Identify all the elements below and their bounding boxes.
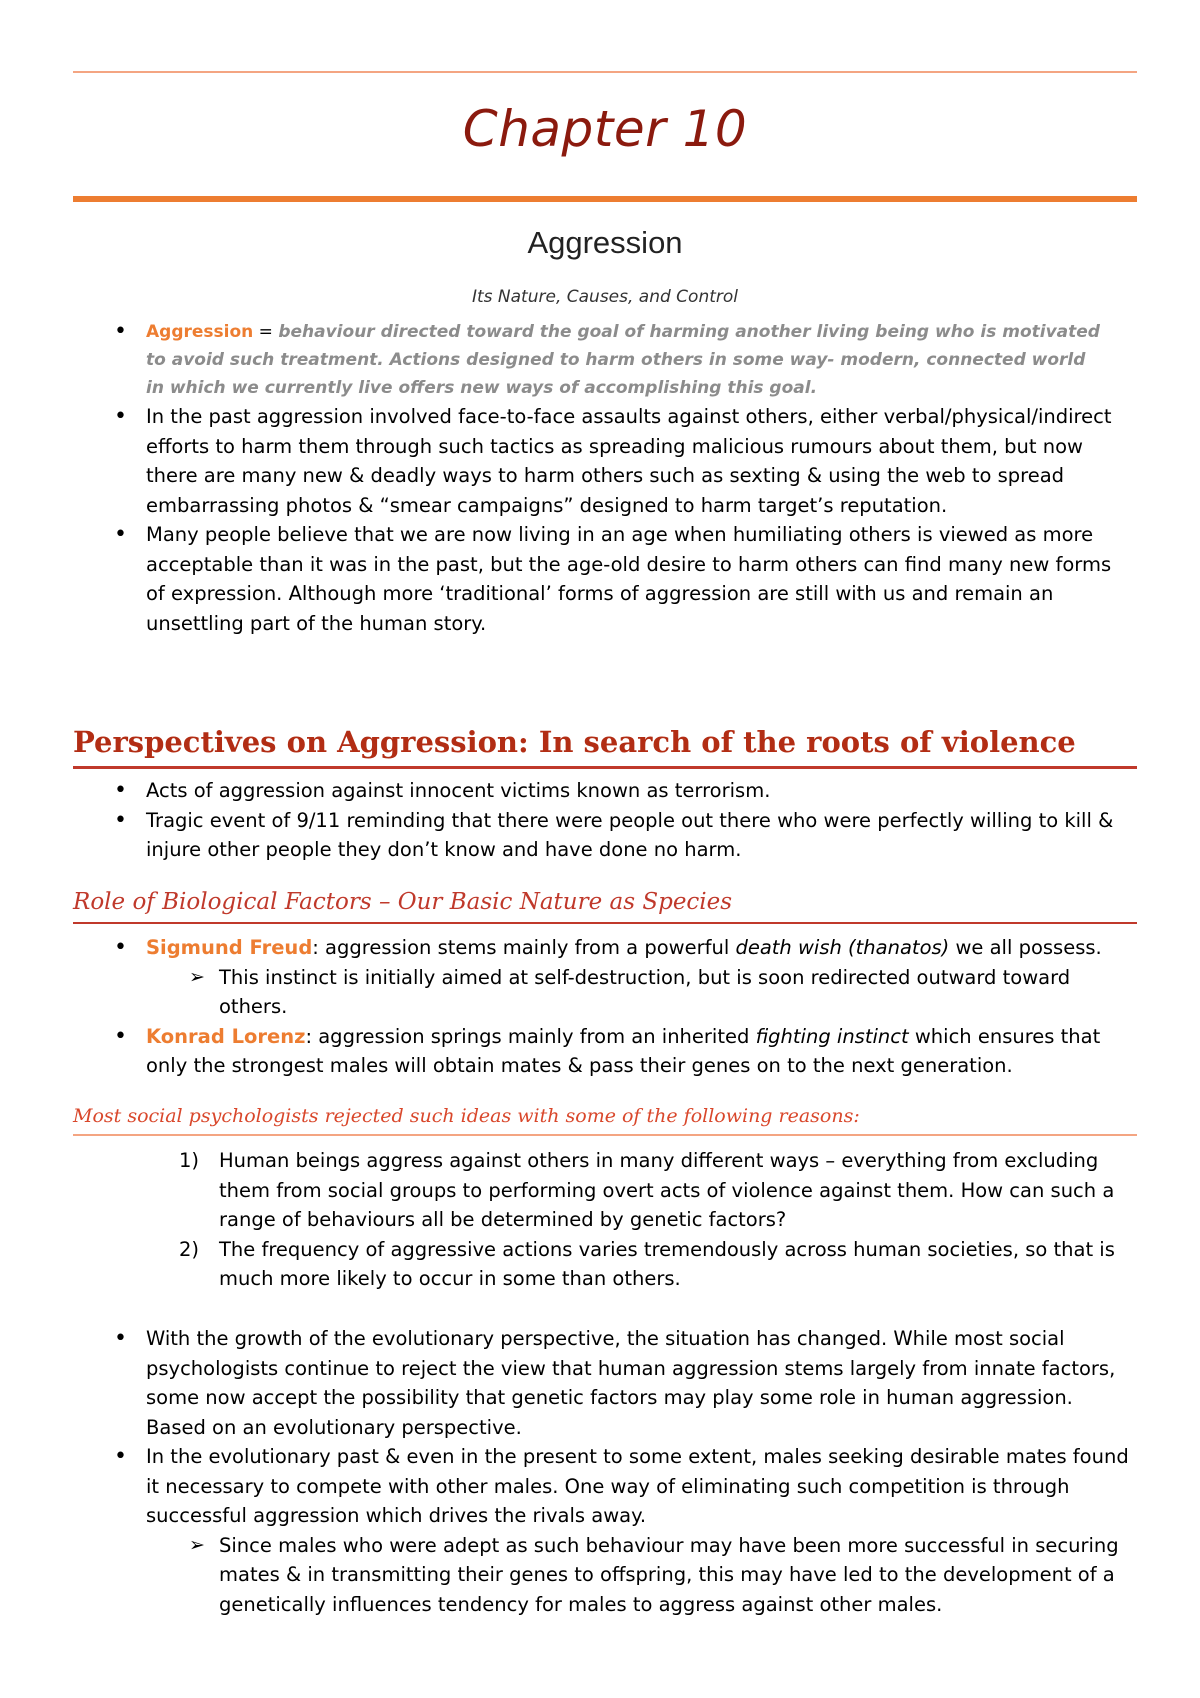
- name-lorenz: Konrad Lorenz: [146, 1024, 306, 1048]
- subsection-heading-rule: [73, 922, 1137, 924]
- bullet-icon: •: [114, 522, 127, 547]
- bullet-icon: •: [114, 807, 127, 833]
- subsection-heading-rule: [73, 1134, 1137, 1136]
- bullet-icon: •: [114, 1023, 127, 1049]
- title-underline: [73, 196, 1137, 202]
- list-item: 2) The frequency of aggressive actions varies tremendously across human societies, so that is much more likely to occur in some than others.: [219, 1235, 1136, 1294]
- biological-list: [114, 933, 1136, 1081]
- list-item: • Many people believe that we are now living in an age when humiliating others is viewed as more acceptable than it was in the past, but the age-old desire to harm others can find many new forms of expression. Although more ‘traditional’ forms of aggression are still with us and remain an unsettling part of the human story.: [114, 522, 1112, 635]
- topic-title: Aggression: [527, 225, 683, 260]
- list-item: • With the growth of the evolutionary perspective, the situation has changed. While most social psychologists continue to reject the view that human aggression stems largely from innate factors, some now accept the possibility that genetic factors may play some role in human aggression. Based on an evolutionary perspective.: [114, 1326, 1116, 1439]
- subsection-heading-rejected: Most social psychologists rejected such ideas with some of the following reasons:: [73, 1105, 860, 1127]
- chapter-title: Chapter 10: [462, 100, 748, 158]
- sub-list-item: ➢ Since males who were adept as such behaviour may have been more successful in securing mates & in transmitting their genes to offspring, this may have led to the development of a genetically influences tendency for males to aggress against other males.: [219, 1531, 1136, 1620]
- bullet-icon: •: [114, 404, 127, 429]
- list-number: 1): [179, 1149, 200, 1172]
- section-heading-perspectives: Perspectives on Aggression: In search of the roots of violence: [73, 725, 1076, 759]
- bullet-icon: •: [114, 1444, 127, 1469]
- list-item: • Acts of aggression against innocent victims known as terrorism.: [146, 776, 1136, 806]
- list-item: 1) Human beings aggress against others in many different ways – everything from excluding them from social groups to performing overt acts of violence against them. How can such a range of behaviours all be determined by genetic factors?: [219, 1146, 1136, 1235]
- bullet-icon: •: [114, 778, 127, 803]
- bullet-icon: •: [114, 1326, 127, 1351]
- definition-text: behaviour directed toward the goal of harming another living being who is motivated to avoid such treatment. Actions designed to harm others in some way- modern, connected world in which we currently live offers new ways of accomplishing this goal.: [146, 322, 1100, 398]
- reasons-list: [179, 1146, 1136, 1294]
- term-aggression: Aggression: [146, 322, 254, 342]
- intro-list: [114, 318, 1136, 638]
- list-item: • Konrad Lorenz: aggression springs mainly from an inherited fighting instinct which ensures that only the strongest males will obtain mates & pass their genes on to the next generation.: [114, 1023, 1101, 1077]
- subsection-heading-biological: Role of Biological Factors – Our Basic Nature as Species: [73, 889, 733, 915]
- name-freud: Sigmund Freud: [146, 936, 313, 959]
- evolutionary-list: [114, 1324, 1136, 1619]
- bullet-icon: •: [114, 319, 127, 344]
- arrow-bullet-icon: ➢: [189, 965, 205, 988]
- section-heading-rule: [73, 766, 1137, 769]
- bullet-icon: •: [114, 935, 127, 960]
- list-number: 2): [179, 1237, 200, 1261]
- perspectives-list: [114, 776, 1136, 865]
- sub-list-item: ➢ This instinct is initially aimed at self-destruction, but is soon redirected outward toward others.: [219, 963, 1136, 1022]
- list-item: • In the evolutionary past & even in the present to some extent, males seeking desirable mates found it necessary to compete with other males. One way of eliminating such competition is through successful aggression which drives the rivals away.: [114, 1444, 1129, 1527]
- list-item: • Tragic event of 9/11 reminding that there were people out there who were perfectly willing to kill & injure other people they don’t know and have done no harm.: [114, 807, 1114, 861]
- arrow-bullet-icon: ➢: [189, 1533, 205, 1556]
- list-item: • In the past aggression involved face-to-face assaults against others, either verbal/physical/indirect efforts to harm them through such tactics as spreading malicious rumours about them, but now there are many new & deadly ways to harm others such as sexting & using the web to spread embarrassing photos & “smear campaigns” designed to harm target’s reputation.: [114, 404, 1112, 517]
- topic-subtitle: Its Nature, Causes, and Control: [471, 287, 739, 307]
- list-item: • Sigmund Freud: aggression stems mainly from a powerful death wish (thanatos) we all possess.: [146, 933, 1136, 963]
- top-rule: [73, 71, 1137, 73]
- list-item: • Aggression = behaviour directed toward the goal of harming another living being who is motivated to avoid such treatment. Actions designed to harm others in some way- modern, connected world in which we currently live offers new ways of accomplishing this goal.: [114, 319, 1100, 398]
